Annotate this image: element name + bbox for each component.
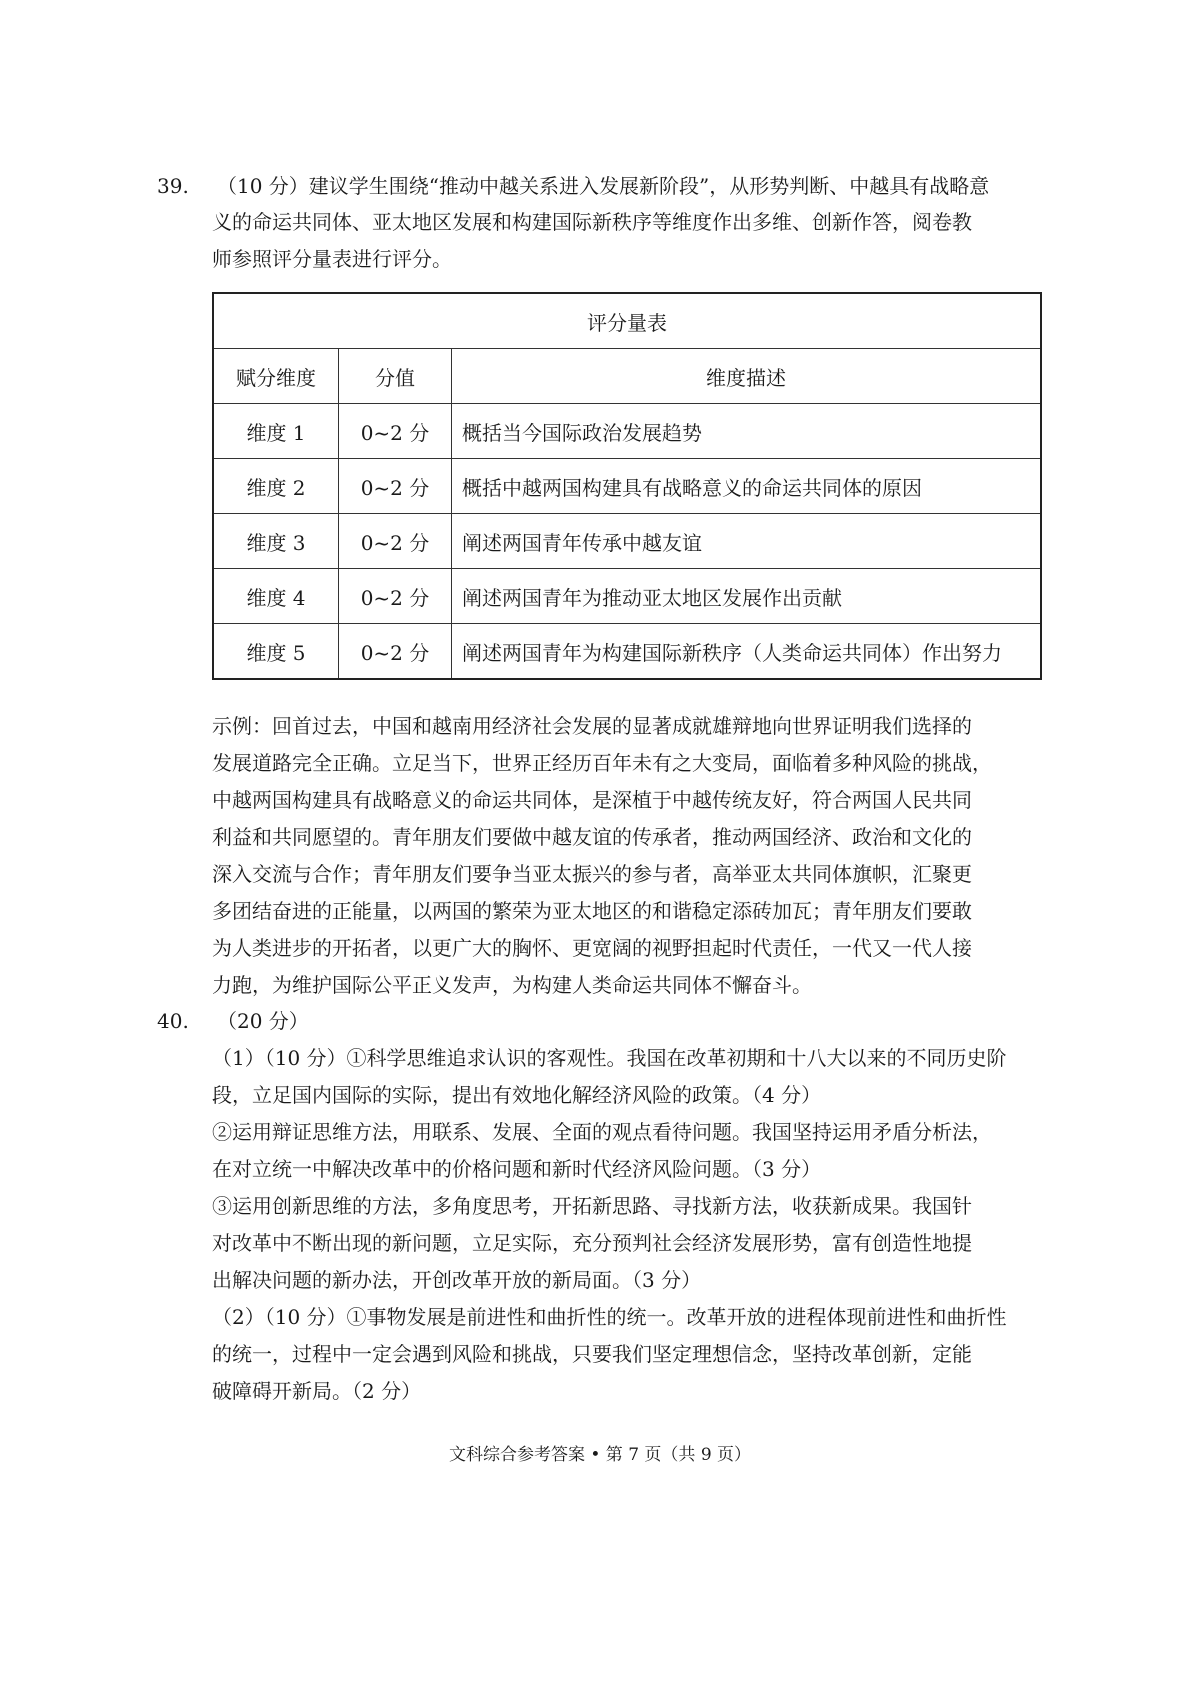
row-score: 0~2 分 <box>339 514 452 569</box>
example-line: 示例：回首过去，中国和越南用经济社会发展的显著成就雄辩地向世界证明我们选择的 <box>212 714 972 738</box>
scoring-rubric-table <box>212 292 1042 680</box>
answer-line: （1）（10 分）①科学思维追求认识的客观性。我国在改革初期和十八大以来的不同历史阶 <box>212 1046 1007 1070</box>
row-description: 概括当今国际政治发展趋势 <box>452 404 1042 459</box>
question-39-header <box>157 168 1057 204</box>
table-row <box>213 514 1041 569</box>
answer-line: （2）（10 分）①事物发展是前进性和曲折性的统一。改革开放的进程体现前进性和曲折性 <box>212 1305 1007 1329</box>
answer-line: 出解决问题的新办法，开创改革开放的新局面。（3 分） <box>212 1268 702 1292</box>
question-39-intro <box>212 204 1042 278</box>
row-dimension: 维度 3 <box>213 514 339 569</box>
row-score: 0~2 分 <box>339 624 452 680</box>
question-39-line: 义的命运共同体、亚太地区发展和构建国际新秩序等维度作出多维、创新作答，阅卷教 <box>212 210 972 234</box>
answer-line: 在对立统一中解决改革中的价格问题和新时代经济风险问题。（3 分） <box>212 1157 822 1181</box>
question-40-header <box>157 1003 1057 1039</box>
question-40-number: 40. <box>157 1009 189 1033</box>
example-line: 发展道路完全正确。立足当下，世界正经历百年未有之大变局，面临着多种风险的挑战， <box>212 751 992 775</box>
row-score: 0~2 分 <box>339 459 452 514</box>
question-40-text: （20 分） <box>217 1009 309 1033</box>
row-score: 0~2 分 <box>339 569 452 624</box>
question-39-example <box>212 708 1042 1004</box>
table-row <box>213 459 1041 514</box>
table-caption: 评分量表 <box>213 293 1041 349</box>
example-line: 中越两国构建具有战略意义的命运共同体，是深植于中越传统友好，符合两国人民共同 <box>212 788 972 812</box>
row-score: 0~2 分 <box>339 404 452 459</box>
question-40-answer <box>212 1040 1042 1410</box>
table-row <box>213 624 1041 680</box>
row-dimension: 维度 4 <box>213 569 339 624</box>
row-description: 阐述两国青年为推动亚太地区发展作出贡献 <box>452 569 1042 624</box>
row-dimension: 维度 1 <box>213 404 339 459</box>
example-line: 为人类进步的开拓者，以更广大的胸怀、更宽阔的视野担起时代责任，一代又一代人接 <box>212 936 972 960</box>
answer-line: 段，立足国内国际的实际，提出有效地化解经济风险的政策。（4 分） <box>212 1083 822 1107</box>
question-39-text: （10 分）建议学生围绕“推动中越关系进入发展新阶段”，从形势判断、中越具有战略意 <box>217 174 990 198</box>
table-row <box>213 404 1041 459</box>
row-description: 阐述两国青年传承中越友谊 <box>452 514 1042 569</box>
table-header-row <box>213 349 1041 404</box>
answer-line: 的统一，过程中一定会遇到风险和挑战，只要我们坚定理想信念，坚持改革创新，定能 <box>212 1342 972 1366</box>
table-row <box>213 569 1041 624</box>
example-line: 深入交流与合作；青年朋友们要争当亚太振兴的参与者，高举亚太共同体旗帜，汇聚更 <box>212 862 972 886</box>
row-dimension: 维度 2 <box>213 459 339 514</box>
answer-line: 破障碍开新局。（2 分） <box>212 1379 422 1403</box>
row-description: 概括中越两国构建具有战略意义的命运共同体的原因 <box>452 459 1042 514</box>
answer-line: ②运用辩证思维方法，用联系、发展、全面的观点看待问题。我国坚持运用矛盾分析法， <box>212 1120 992 1144</box>
answer-line: 对改革中不断出现的新问题，立足实际，充分预判社会经济发展形势，富有创造性地提 <box>212 1231 972 1255</box>
example-line: 多团结奋进的正能量，以两国的繁荣为亚太地区的和谐稳定添砖加瓦；青年朋友们要敢 <box>212 899 972 923</box>
row-description: 阐述两国青年为构建国际新秩序（人类命运共同体）作出努力 <box>452 624 1042 680</box>
answer-line: ③运用创新思维的方法，多角度思考，开拓新思路、寻找新方法，收获新成果。我国针 <box>212 1194 972 1218</box>
page-footer: 文科综合参考答案 • 第 7 页（共 9 页） <box>448 1445 752 1465</box>
header-dimension: 赋分维度 <box>213 349 339 404</box>
header-description: 维度描述 <box>452 349 1042 404</box>
question-39-number: 39. <box>157 174 189 198</box>
header-score: 分值 <box>339 349 452 404</box>
question-39-line: 师参照评分量表进行评分。 <box>212 247 452 271</box>
row-dimension: 维度 5 <box>213 624 339 680</box>
example-line: 力跑，为维护国际公平正义发声，为构建人类命运共同体不懈奋斗。 <box>212 973 812 997</box>
example-line: 利益和共同愿望的。青年朋友们要做中越友谊的传承者，推动两国经济、政治和文化的 <box>212 825 972 849</box>
